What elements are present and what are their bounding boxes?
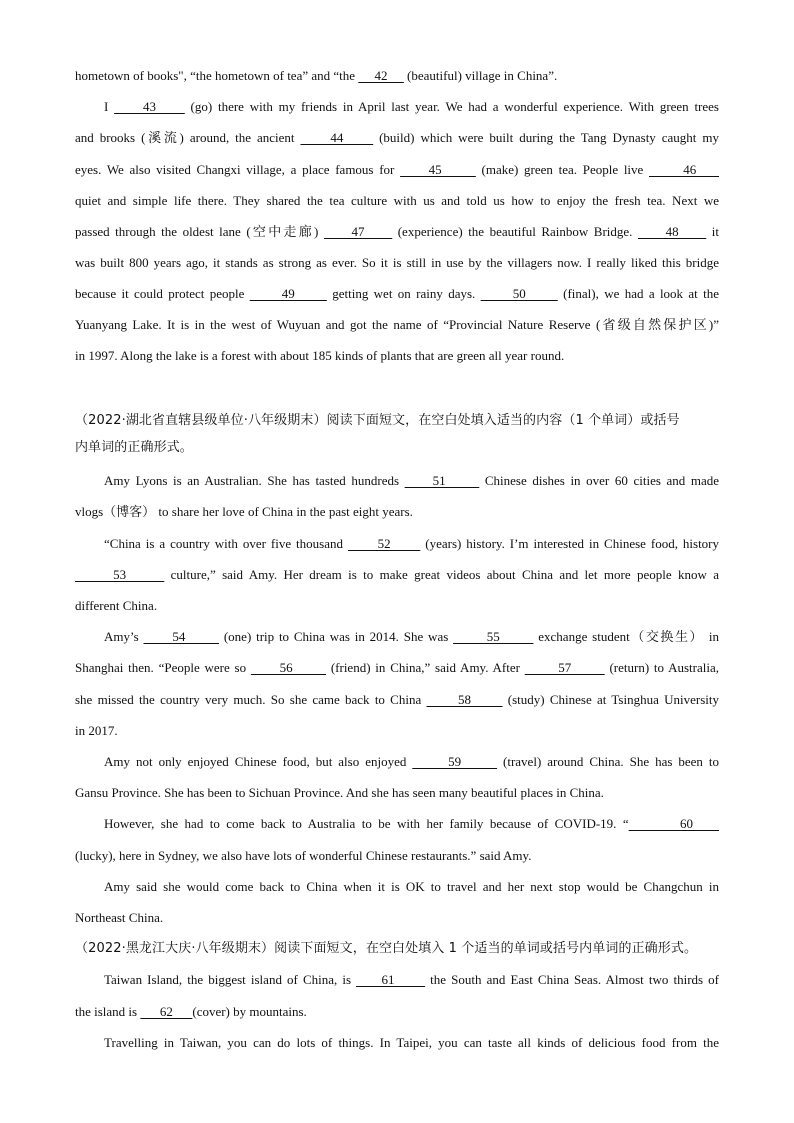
blank-54[interactable]: 54 bbox=[143, 629, 220, 644]
blank-61[interactable]: 61 bbox=[356, 972, 426, 987]
section-3-instruction: （2022·黑龙江大庆·八年级期末）阅读下面短文，在空白处填入 1 个适当的单词或括号内单词的正确形式。 bbox=[75, 941, 698, 956]
p1-line-10: in 1997. Along the lake is a forest with about 185 kinds of plants that are green all year round. bbox=[75, 348, 565, 363]
blank-56[interactable]: 56 bbox=[250, 660, 327, 675]
p3-line-2: the island is 62 (cover) by mountains. bbox=[75, 1004, 307, 1019]
blank-45[interactable]: 45 bbox=[400, 162, 476, 177]
p1-line-3: and brooks (溪流) around, the ancient 44 (build) which were built during the Tang Dynasty caught my bbox=[75, 130, 719, 145]
p2-line-14: Amy said she would come back to China when it is OK to travel and her next stop would be Changchun in bbox=[104, 879, 719, 894]
blank-49[interactable]: 49 bbox=[249, 286, 327, 301]
p2-line-3: “China is a country with over five thousand 52 (years) history. I’m interested in Chinese food, history bbox=[104, 536, 719, 551]
blank-62[interactable]: 62 bbox=[140, 1004, 193, 1019]
blank-60[interactable]: 60 bbox=[628, 816, 719, 831]
blank-58[interactable]: 58 bbox=[426, 692, 503, 707]
p2-line-5: different China. bbox=[75, 598, 158, 613]
section-2-instruction-1: （2022·湖北省直辖县级单位·八年级期末）阅读下面短文，在空白处填入适当的内容（1 个单词）或括号 bbox=[75, 413, 680, 428]
p2-line-7: Shanghai then. “People were so 56 (friend) in China,” said Amy. After 57 (return) to Australia, bbox=[75, 660, 719, 675]
p3-line-1: Taiwan Island, the biggest island of China, is 61 the South and East China Seas. Almost two thirds of bbox=[104, 972, 719, 987]
p1-line-9: Yuanyang Lake. It is in the west of Wuyuan and got the name of “Provincial Nature Reserve (省级自然保护区)” bbox=[75, 317, 719, 332]
p2-line-13: (lucky), here in Sydney, we also have lots of wonderful Chinese restaurants.” said Amy. bbox=[75, 848, 532, 863]
p1-line-4: eyes. We also visited Changxi village, a place famous for 45 (make) green tea. People live 46 bbox=[75, 162, 719, 177]
blank-43[interactable]: 43 bbox=[114, 99, 185, 114]
p2-line-10: Amy not only enjoyed Chinese food, but also enjoyed 59 (travel) around China. She has been to bbox=[104, 754, 719, 769]
p1-line-5: quiet and simple life there. They shared the tea culture with us and told us how to enjoy the fresh tea. Next we bbox=[75, 193, 719, 208]
p2-line-15: Northeast China. bbox=[75, 910, 164, 925]
blank-50[interactable]: 50 bbox=[480, 286, 558, 301]
blank-47[interactable]: 47 bbox=[323, 224, 393, 239]
blank-42[interactable]: 42 bbox=[358, 68, 404, 83]
blank-51[interactable]: 51 bbox=[404, 473, 480, 488]
p1-line-2: I 43 (go) there with my friends in April last year. We had a wonderful experience. With green trees bbox=[104, 99, 719, 114]
p2-line-12: However, she had to come back to Australia to be with her family because of COVID-19. “ 60 bbox=[104, 816, 719, 831]
p3-line-3: Travelling in Taiwan, you can do lots of things. In Taipei, you can taste all kinds of delicious food from the bbox=[104, 1035, 719, 1050]
p1-line-7: was built 800 years ago, it stands as strong as ever. So it is still in use by the villagers now. I really liked this bridge bbox=[75, 255, 719, 270]
blank-57[interactable]: 57 bbox=[524, 660, 605, 675]
p2-line-4: 53 culture,” said Amy. Her dream is to make great videos about China and let more people know a bbox=[75, 567, 719, 582]
p1-line-6: passed through the oldest lane (空中走廊) 47 (experience) the beautiful Rainbow Bridge. 48 it bbox=[75, 224, 719, 239]
blank-53[interactable]: 53 bbox=[75, 567, 165, 582]
section-2-instruction-2: 内单词的正确形式。 bbox=[75, 440, 193, 455]
blank-52[interactable]: 52 bbox=[347, 536, 421, 551]
p2-line-11: Gansu Province. She has been to Sichuan Province. And she has seen many beautiful places in China. bbox=[75, 785, 604, 800]
blank-55[interactable]: 55 bbox=[453, 629, 534, 644]
p1-line-1: hometown of books", “the hometown of tea” and “the 42 (beautiful) village in China”. bbox=[75, 68, 558, 83]
p2-line-1: Amy Lyons is an Australian. She has tasted hundreds 51 Chinese dishes in over 60 cities and made bbox=[104, 473, 719, 488]
p2-line-2: vlogs（博客） to share her love of China in the past eight years. bbox=[75, 504, 413, 519]
p2-line-6: Amy’s 54 (one) trip to China was in 2014. She was 55 exchange student（交换生） in bbox=[104, 629, 719, 644]
blank-48[interactable]: 48 bbox=[637, 224, 707, 239]
blank-44[interactable]: 44 bbox=[300, 130, 374, 145]
p1-line-8: because it could protect people 49 getting wet on rainy days. 50 (final), we had a look at the bbox=[75, 286, 719, 301]
p2-line-9: in 2017. bbox=[75, 723, 118, 738]
blank-59[interactable]: 59 bbox=[412, 754, 498, 769]
blank-46[interactable]: 46 bbox=[649, 162, 719, 177]
p2-line-8: she missed the country very much. So she came back to China 58 (study) Chinese at Tsinghua University bbox=[75, 692, 719, 707]
